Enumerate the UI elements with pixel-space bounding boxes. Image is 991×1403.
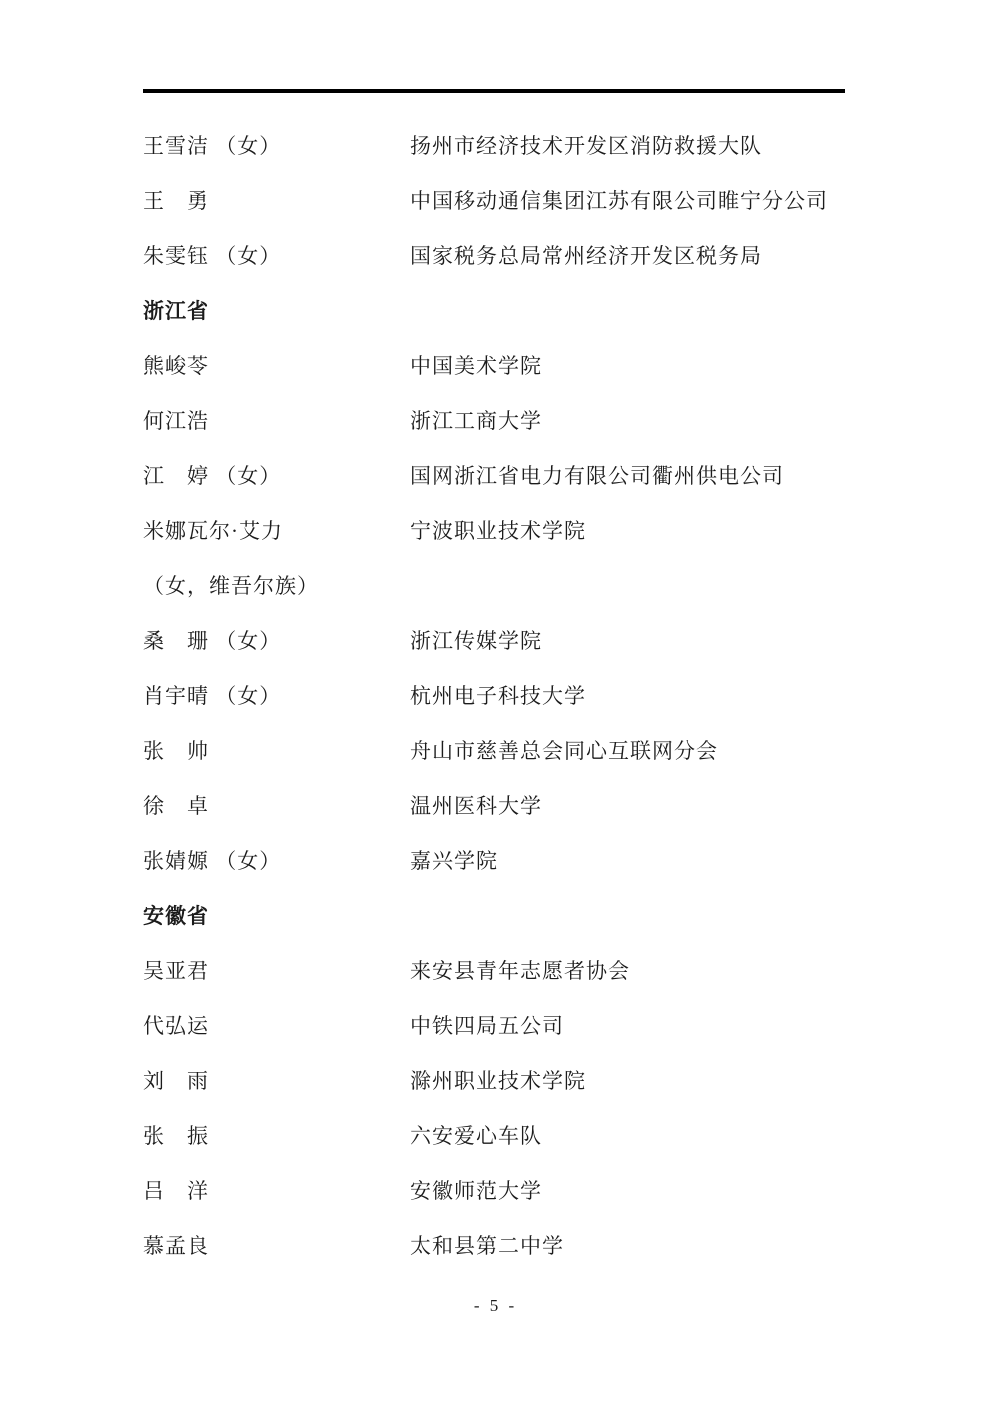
person-name: 米娜瓦尔·艾力 — [143, 519, 283, 543]
person-row — [143, 1012, 853, 1067]
person-row — [143, 407, 853, 462]
person-row — [143, 1232, 853, 1287]
organization-name: 嘉兴学院 — [410, 849, 498, 873]
organization-name: 温州医科大学 — [410, 794, 542, 818]
person-row — [143, 957, 853, 1012]
person-name: 朱雯钰 （女） — [143, 244, 282, 268]
person-name: 王雪洁 （女） — [143, 134, 282, 158]
organization-name: 六安爱心车队 — [410, 1124, 542, 1148]
organization-name: 扬州市经济技术开发区消防救援大队 — [410, 134, 762, 158]
person-name: 肖宇晴 （女） — [143, 684, 282, 708]
organization-name: 杭州电子科技大学 — [410, 684, 586, 708]
organization-name: 安徽师范大学 — [410, 1179, 542, 1203]
person-row — [143, 1067, 853, 1122]
organization-name: 中国美术学院 — [410, 354, 542, 378]
page-number: - 5 - — [473, 1296, 518, 1315]
person-name: 张婧嫄 （女） — [143, 849, 282, 873]
person-row — [143, 132, 853, 187]
person-row — [143, 517, 853, 572]
person-row — [143, 462, 853, 517]
person-row — [143, 1122, 853, 1177]
person-name: 江 婷 （女） — [143, 464, 282, 488]
name-continuation: （女，维吾尔族） — [143, 574, 319, 598]
person-name: 桑 珊 （女） — [143, 629, 282, 653]
person-row — [143, 1177, 853, 1232]
entries-list — [143, 132, 853, 1287]
person-name: 张 振 — [143, 1124, 209, 1148]
person-row — [143, 242, 853, 297]
organization-name: 中国移动通信集团江苏有限公司睢宁分公司 — [410, 189, 828, 213]
organization-name: 太和县第二中学 — [410, 1234, 564, 1258]
province-name: 安徽省 — [143, 904, 209, 928]
province-header-row — [143, 297, 853, 352]
person-row — [143, 352, 853, 407]
person-name: 张 帅 — [143, 739, 209, 763]
province-header-row — [143, 902, 853, 957]
person-name: 吕 洋 — [143, 1179, 209, 1203]
organization-name: 浙江工商大学 — [410, 409, 542, 433]
province-name: 浙江省 — [143, 299, 209, 323]
person-name: 慕孟良 — [143, 1234, 209, 1258]
organization-name: 浙江传媒学院 — [410, 629, 542, 653]
person-name: 代弘运 — [143, 1014, 209, 1038]
continuation-row — [143, 572, 853, 627]
person-row — [143, 737, 853, 792]
organization-name: 中铁四局五公司 — [410, 1014, 564, 1038]
person-row — [143, 187, 853, 242]
header-rule — [143, 89, 845, 93]
person-name: 何江浩 — [143, 409, 209, 433]
organization-name: 宁波职业技术学院 — [410, 519, 586, 543]
person-name: 徐 卓 — [143, 794, 209, 818]
person-row — [143, 792, 853, 847]
organization-name: 舟山市慈善总会同心互联网分会 — [410, 739, 718, 763]
organization-name: 来安县青年志愿者协会 — [410, 959, 630, 983]
person-name: 王 勇 — [143, 189, 209, 213]
person-name: 熊峻苓 — [143, 354, 209, 378]
person-name: 吴亚君 — [143, 959, 209, 983]
person-row — [143, 627, 853, 682]
organization-name: 国网浙江省电力有限公司衢州供电公司 — [410, 464, 784, 488]
person-row — [143, 682, 853, 737]
organization-name: 滁州职业技术学院 — [410, 1069, 586, 1093]
person-row — [143, 847, 853, 902]
organization-name: 国家税务总局常州经济开发区税务局 — [410, 244, 762, 268]
person-name: 刘 雨 — [143, 1069, 209, 1093]
